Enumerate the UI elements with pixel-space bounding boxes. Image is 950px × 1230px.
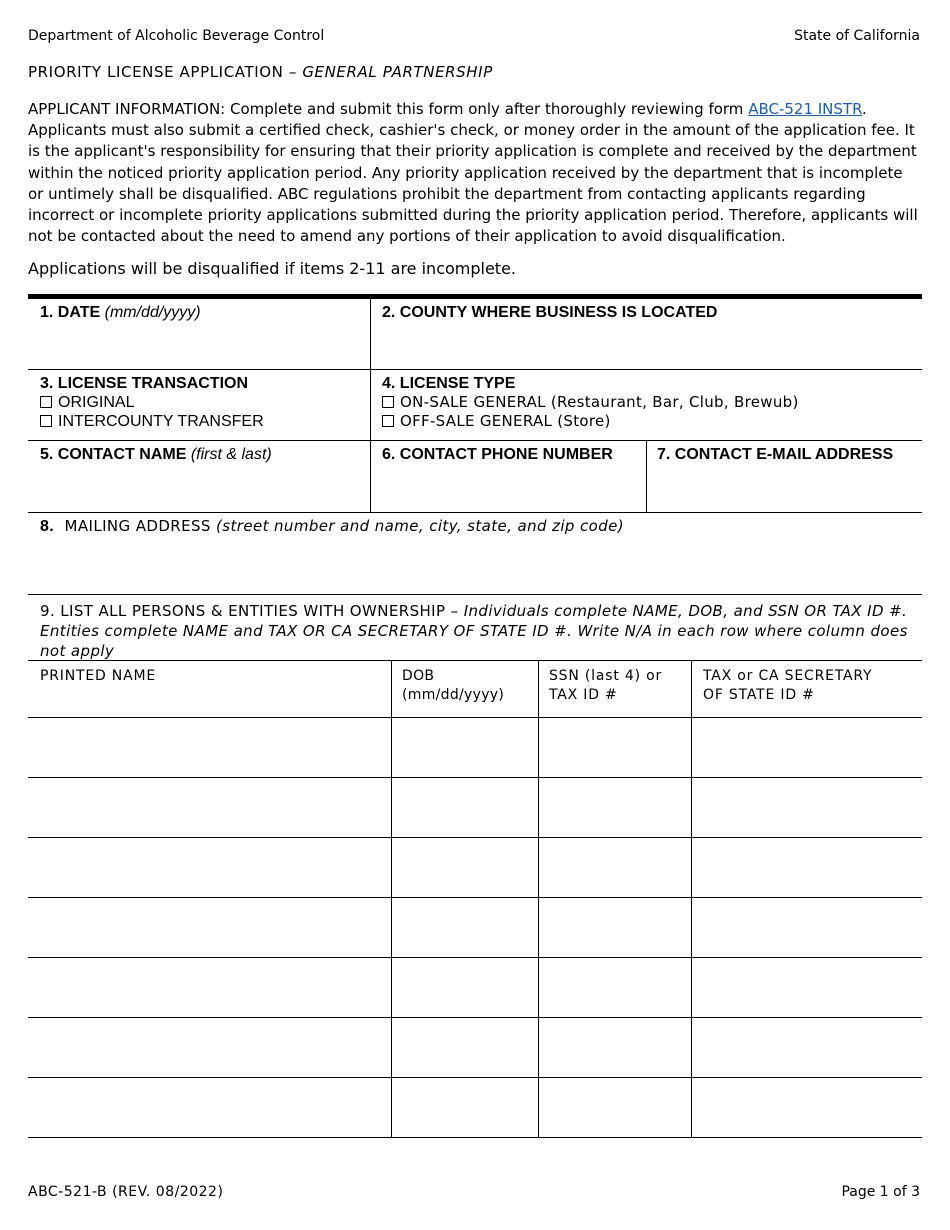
checkbox[interactable]	[382, 415, 394, 427]
state-name: State of California	[794, 28, 920, 44]
date-label: 1. DATE (mm/dd/yyyy)	[40, 304, 201, 321]
divider	[370, 441, 371, 512]
ownership-cell[interactable]	[30, 719, 390, 775]
ownership-cell[interactable]	[693, 959, 920, 1015]
ownership-cell[interactable]	[540, 839, 690, 895]
ownership-cell[interactable]	[393, 839, 537, 895]
ownership-cell[interactable]	[540, 1019, 690, 1075]
ownership-cell[interactable]	[30, 779, 390, 835]
ownership-cell[interactable]	[693, 1079, 920, 1135]
divider	[28, 777, 922, 778]
ownership-cell[interactable]	[30, 1079, 390, 1135]
ownership-cell[interactable]	[30, 899, 390, 955]
ownership-cell[interactable]	[693, 899, 920, 955]
divider	[370, 299, 371, 369]
ownership-cell[interactable]	[540, 779, 690, 835]
divider	[28, 660, 922, 661]
form-title-main: PRIORITY LICENSE APPLICATION –	[28, 63, 303, 81]
contact-name-field[interactable]	[40, 468, 360, 508]
divider	[538, 661, 539, 1137]
form-title	[28, 63, 493, 81]
ownership-heading: 9. LIST ALL PERSONS & ENTITIES WITH OWNERSHIP – Individuals complete NAME, DOB, and SSN OR TAX ID #. Entities complete NAME and TAX OR CA SECRETARY OF STATE ID #. Write N/A in each row where column does not apply	[40, 602, 908, 660]
checkbox[interactable]	[40, 396, 52, 408]
intro-lead: APPLICANT INFORMATION: Complete and submit this form only after thoroughly reviewing form	[28, 100, 749, 118]
ownership-cell[interactable]	[693, 719, 920, 775]
divider	[28, 897, 922, 898]
ownership-cell[interactable]	[393, 779, 537, 835]
divider	[646, 441, 647, 512]
county-field[interactable]	[382, 326, 912, 364]
intro-body: . Applicants must also submit a certified check, cashier's check, or money order in the amount of the application fee. It is the applicant's responsibility for ensuring that their priority application is complete and received by the department within the noticed priority application period. Any priority application received by the department that is incomplete or untimely shall be disqualified. ABC regulations prohibit the department from contacting applicants regarding incorrect or incomplete priority applications submitted during the priority application period. Therefore, applicants will not be contacted about the need to amend any portions of their application to avoid disqualification.	[28, 100, 918, 246]
license-transaction-intercounty[interactable]: INTERCOUNTY TRANSFER	[40, 412, 264, 432]
divider	[28, 957, 922, 958]
ownership-cell[interactable]	[693, 1019, 920, 1075]
divider	[28, 717, 922, 718]
ownership-cell[interactable]	[393, 959, 537, 1015]
contact-name-label: 5. CONTACT NAME (first & last)	[40, 446, 272, 463]
contact-phone-field[interactable]	[382, 468, 636, 508]
divider	[28, 1137, 922, 1138]
county-label: 2. COUNTY WHERE BUSINESS IS LOCATED	[382, 304, 718, 321]
license-type-off-sale[interactable]: OFF-SALE GENERAL (Store)	[382, 412, 611, 432]
department-name: Department of Alcoholic Beverage Control	[28, 28, 325, 44]
divider	[391, 661, 392, 1137]
license-type-label: 4. LICENSE TYPE	[382, 375, 516, 392]
divider	[28, 1017, 922, 1018]
ownership-cell[interactable]	[540, 959, 690, 1015]
ownership-cell[interactable]	[393, 719, 537, 775]
form-top-rule	[28, 294, 922, 299]
ownership-cell[interactable]	[30, 1019, 390, 1075]
ownership-cell[interactable]	[693, 779, 920, 835]
license-transaction-original[interactable]: ORIGINAL	[40, 393, 134, 413]
ownership-cell[interactable]	[393, 1019, 537, 1075]
form-id: ABC-521-B (REV. 08/2022)	[28, 1184, 224, 1200]
divider	[28, 369, 922, 370]
divider	[28, 440, 922, 441]
date-field[interactable]	[40, 326, 360, 364]
divider	[28, 594, 922, 595]
form-title-sub: GENERAL PARTNERSHIP	[302, 63, 493, 81]
disqualification-note: Applications will be disqualified if items 2-11 are incomplete.	[28, 259, 517, 278]
col-printed-name: PRINTED NAME	[40, 668, 156, 684]
page-number: Page 1 of 3	[841, 1184, 920, 1200]
applicant-information	[28, 99, 920, 247]
ownership-cell[interactable]	[540, 719, 690, 775]
ownership-cell[interactable]	[30, 839, 390, 895]
divider	[691, 661, 692, 1137]
ownership-cell[interactable]	[540, 899, 690, 955]
col-dob: DOB (mm/dd/yyyy)	[402, 668, 505, 703]
checkbox[interactable]	[40, 415, 52, 427]
contact-phone-label: 6. CONTACT PHONE NUMBER	[382, 446, 613, 463]
abc-521-instr-link[interactable]: ABC-521 INSTR	[748, 100, 862, 118]
contact-email-field[interactable]	[657, 468, 915, 508]
ownership-cell[interactable]	[393, 899, 537, 955]
mailing-address-label: 8. MAILING ADDRESS (street number and name, city, state, and zip code)	[40, 517, 625, 535]
col-tax-sos-id: TAX or CA SECRETARY OF STATE ID #	[703, 668, 873, 703]
ownership-cell[interactable]	[540, 1079, 690, 1135]
ownership-cell[interactable]	[693, 839, 920, 895]
license-transaction-label: 3. LICENSE TRANSACTION	[40, 375, 249, 392]
mailing-address-field[interactable]	[40, 542, 910, 590]
col-ssn-tax-id: SSN (last 4) or TAX ID #	[549, 668, 663, 703]
contact-email-label: 7. CONTACT E-MAIL ADDRESS	[657, 446, 894, 463]
ownership-cell[interactable]	[393, 1079, 537, 1135]
divider	[28, 512, 922, 513]
checkbox[interactable]	[382, 396, 394, 408]
ownership-cell[interactable]	[30, 959, 390, 1015]
divider	[370, 370, 371, 440]
divider	[28, 837, 922, 838]
license-type-on-sale[interactable]: ON-SALE GENERAL (Restaurant, Bar, Club, Brewub)	[382, 393, 799, 413]
divider	[28, 1077, 922, 1078]
